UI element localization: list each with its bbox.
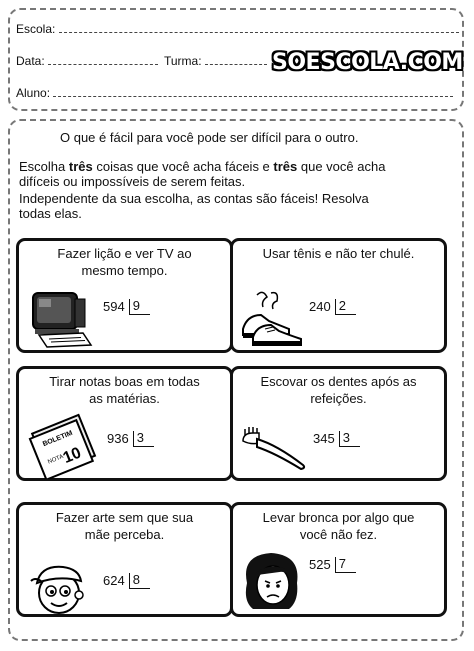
site-logo: SOESCOLA.COM [272, 50, 463, 75]
card-title-line: mãe perceba. [84, 527, 165, 542]
class-label: Turma: [164, 54, 202, 68]
instruction-line-2: difíceis ou impossíveis de serem feitas. [19, 174, 246, 189]
division-problem[interactable] [103, 299, 150, 315]
sneakers-icon [237, 289, 307, 351]
card-title-line: Usar tênis e não ter chulé. [262, 246, 415, 261]
card-title [23, 509, 226, 543]
card-title [237, 373, 440, 407]
dividend: 936 [107, 431, 129, 446]
task-card-4[interactable] [230, 366, 447, 481]
task-card-3[interactable] [16, 366, 233, 481]
report-card-grade: 10 [60, 444, 84, 467]
divisor: 3 [133, 431, 154, 447]
card-title [237, 245, 440, 262]
class-blank[interactable] [205, 55, 267, 65]
school-label: Escola: [16, 22, 56, 36]
dividend: 345 [313, 431, 335, 446]
instr-text: Escolha [19, 159, 69, 174]
card-title-line: as matérias. [89, 391, 160, 406]
dividend: 624 [103, 573, 125, 588]
date-blank[interactable] [48, 55, 158, 65]
toothbrush-icon [239, 421, 309, 471]
divisor: 9 [129, 299, 150, 315]
division-problem[interactable] [107, 431, 154, 447]
date-line [16, 54, 158, 68]
card-title-line: Levar bronca por algo que [262, 510, 415, 525]
report-card-icon [25, 413, 101, 479]
division-problem[interactable] [103, 573, 150, 589]
instr-bold: três [68, 159, 93, 174]
instruction-line-4: todas elas. [19, 206, 82, 221]
instruction-line-1 [19, 160, 459, 174]
card-title-line: refeições. [310, 391, 367, 406]
division-problem[interactable] [309, 299, 356, 315]
card-title-line: Escovar os dentes após as [260, 374, 417, 389]
task-card-6[interactable] [230, 502, 447, 617]
date-label: Data: [16, 54, 45, 68]
card-title-line: Fazer lição e ver TV ao [57, 246, 192, 261]
instr-text: que você acha [297, 159, 386, 174]
mischievous-kid-icon [27, 561, 93, 615]
report-card-label: NOTA [47, 453, 65, 466]
student-blank[interactable] [53, 87, 453, 97]
intro-text: O que é fácil para você pode ser difícil para o outro. [60, 130, 359, 145]
dividend: 240 [309, 299, 331, 314]
division-problem[interactable] [309, 557, 356, 573]
tv-icon [25, 289, 95, 351]
card-title [237, 509, 440, 543]
divisor: 2 [335, 299, 356, 315]
card-title [23, 373, 226, 407]
divisor: 7 [335, 557, 356, 573]
report-card-word: BOLETIM [41, 429, 74, 449]
card-title-line: mesmo tempo. [81, 263, 168, 278]
division-problem[interactable] [313, 431, 360, 447]
card-title-line: Tirar notas boas em todas [49, 374, 200, 389]
task-card-1[interactable] [16, 238, 233, 353]
instr-text: coisas que você acha fáceis e [92, 159, 274, 174]
dividend: 594 [103, 299, 125, 314]
card-title-line: Fazer arte sem que sua [55, 510, 194, 525]
divisor: 3 [339, 431, 360, 447]
card-title [23, 245, 226, 279]
dividend: 525 [309, 557, 331, 572]
divisor: 8 [129, 573, 150, 589]
school-blank[interactable] [59, 23, 459, 33]
instruction-line-3: Independente da sua escolha, as contas são fáceis! Resolva [19, 191, 369, 206]
task-card-5[interactable] [16, 502, 233, 617]
task-card-2[interactable] [230, 238, 447, 353]
student-label: Aluno: [16, 86, 51, 100]
class-line [164, 54, 267, 68]
student-line [16, 86, 453, 100]
card-title-line: você não fez. [299, 527, 378, 542]
sad-girl-icon [239, 549, 303, 617]
school-line [16, 22, 459, 36]
instr-bold: três [273, 159, 298, 174]
